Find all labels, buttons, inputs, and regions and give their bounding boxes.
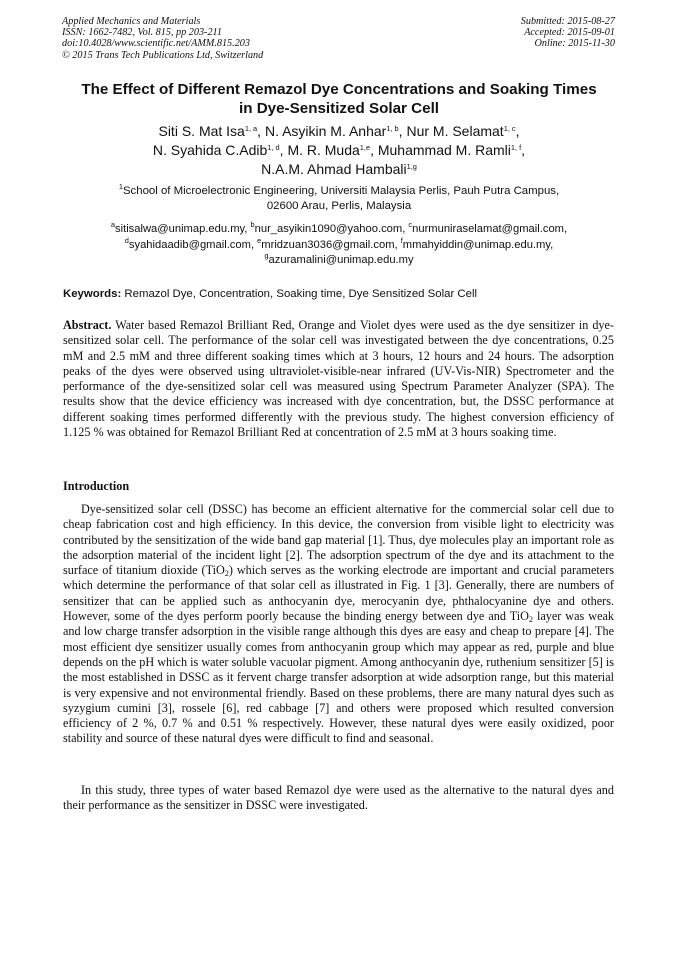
paper-title	[48, 80, 630, 118]
section-heading: Introduction	[63, 479, 130, 493]
keywords-text: Remazol Dye, Concentration, Soaking time, Dye Sensitized Solar Cell	[124, 288, 478, 300]
abstract-text: Water based Remazol Brilliant Red, Orange and Violet dyes were used as the dye sensitizer in dye-sensitized solar cell. The performance of the solar cell was investigated between the dye concentrations, 0.25 mM and 2.5 mM and three different soaking times which at 3 hours, 12 hours and 24 hours. The adsorption peaks of the dyes were observed using ultraviolet-visible-near infrared (UV-Vis-NIR) Spectrometer and the performance of the dye-sensitized solar cell was measured using Spectrum Parameter Analyzer (SPA). The results show that the device efficiency was increased with dye concentration, but, the DSSC performance at different soaking times performed differently with the previous study. The highest conversion efficiency of 1.125 % was obtained for Remazol Brilliant Red at concentration of 2.5 mM at 3 hours soaking time.	[63, 318, 614, 440]
email-separator: ,	[402, 223, 409, 235]
subscript: 2	[528, 615, 533, 625]
author-separator: ,	[521, 142, 526, 158]
email-address[interactable]: nurmuniraselamat@gmail.com	[412, 223, 564, 235]
author-list	[48, 122, 630, 179]
affiliation-line	[48, 184, 630, 199]
email-mark: a	[110, 220, 115, 229]
email-address[interactable]: syahidaadib@gmail.com	[128, 238, 251, 251]
email-line	[48, 253, 630, 269]
journal-copyright: © 2015 Trans Tech Publications Ltd, Switzerland	[62, 49, 264, 61]
online-date: Online: 2015-11-30	[534, 38, 615, 50]
introduction-paragraph	[63, 502, 614, 747]
email-address[interactable]: mridzuan3036@gmail.com	[261, 238, 395, 251]
paragraph-text: layer was weak and low charge transfer adsorption in the visible range although this dyes are easy and cheap to prepare [4]. The most efficient dye sensitizer usually comes from anthocyanin group which may appear as red, purple and blue depends on the pH which is water soluble vacuolar pigment. Among anthocyanin dye, ruthenium sensitizer [5] is the most established in DSSC as it fervent charge transfer adsorption at wide adsorption range, but this material is very expensive and not environmental friendly. Based on these problems, there are many natural dyes such as syzygium cumini [3], rossele [6], red cabbage [7] and others were proposed which resulted conversion efficiency of 2 %, 0.7 % and 0.51 % respectively. However, these natural dyes were easily oxidized, poor stability and source of these natural dyes were difficult to find and seasonal.	[63, 609, 614, 746]
journal-doi: doi:10.4028/www.scientific.net/AMM.815.203	[62, 38, 250, 50]
author-line	[48, 141, 630, 160]
author-name: N. Syahida C.Adib	[152, 142, 268, 158]
paragraph-text: ) which serves as the working electrode are important and crucial parameters which determine the performance of that solar cell as illustrated in Fig. 1 [3]. Generally, there are numbers of sensitizer that can be applied such as anthocyanin dye, merocyanin dye, phthalocyanine dye and others. However, some of the dyes perform poorly because the binding energy between dye and TiO	[63, 563, 614, 624]
email-separator: ,	[564, 223, 568, 235]
introduction-paragraph: In this study, three types of water based Remazol dye were used as the alternative to the natural dyes and their performance as the sensitizer in DSSC were investigated.	[63, 783, 614, 813]
author-separator: ,	[398, 123, 407, 139]
email-separator: ,	[244, 223, 251, 235]
affiliation-line: 02600 Arau, Perlis, Malaysia	[266, 200, 412, 213]
email-separator: ,	[394, 238, 401, 251]
email-mark: g	[264, 251, 269, 261]
author-line	[48, 160, 630, 179]
author-separator: ,	[257, 123, 265, 139]
author-separator: ,	[279, 142, 288, 158]
author-affiliation-mark: 1, a	[244, 124, 258, 133]
email-mark: f	[400, 235, 403, 245]
author-affiliation-mark: 1, c	[503, 124, 516, 133]
affiliation-text: School of Microelectronic Engineering, Universiti Malaysia Perlis, Pauh Putra Campus,	[122, 185, 560, 197]
email-mark: b	[250, 220, 255, 229]
keywords-label: Keywords:	[63, 288, 122, 300]
email-separator: ,	[250, 238, 258, 251]
author-affiliation-mark: 1,g	[406, 162, 417, 171]
author-affiliation-mark: 1, d	[267, 143, 280, 152]
email-address[interactable]: nur_asyikin1090@yahoo.com	[254, 223, 403, 235]
email-mark: c	[408, 220, 413, 229]
author-affiliation-mark: 1,e	[359, 143, 371, 152]
author-name: Siti S. Mat Isa	[158, 123, 245, 139]
abstract-label: Abstract.	[63, 318, 112, 332]
author-name: N.A.M. Ahmad Hambali	[261, 161, 407, 177]
submitted-date: Submitted: 2015-08-27	[520, 16, 615, 27]
author-affiliation-mark: 1, b	[386, 124, 399, 133]
subscript: 2	[224, 569, 229, 579]
email-separator: ,	[550, 238, 554, 251]
email-line	[48, 235, 630, 254]
abstract	[63, 318, 614, 440]
email-list	[48, 222, 630, 269]
journal-info	[62, 16, 263, 61]
keywords	[63, 287, 477, 301]
author-name: Nur M. Selamat	[406, 123, 504, 139]
author-separator: ,	[370, 142, 378, 158]
email-mark: e	[257, 235, 262, 245]
submission-dates	[521, 16, 615, 50]
email-mark: d	[124, 235, 129, 245]
email-address[interactable]: sitisalwa@unimap.edu.my	[115, 223, 245, 235]
author-name: Muhammad M. Ramli	[377, 142, 511, 158]
author-line	[48, 122, 630, 141]
affiliation-mark: 1	[118, 182, 123, 191]
title-line: in Dye-Sensitized Solar Cell	[238, 100, 440, 117]
affiliation	[48, 184, 630, 215]
accepted-date: Accepted: 2015-09-01	[524, 27, 615, 39]
journal-issn: ISSN: 1662-7482, Vol. 815, pp 203-211	[62, 27, 222, 39]
email-address[interactable]: mmahyiddin@unimap.edu.my	[402, 238, 551, 251]
title-line: The Effect of Different Remazol Dye Concentrations and Soaking Times	[81, 81, 597, 98]
author-name: M. R. Muda	[287, 142, 360, 158]
email-address[interactable]: azuramalini@unimap.edu.my	[268, 254, 414, 267]
journal-name: Applied Mechanics and Materials	[62, 16, 201, 27]
email-line	[48, 222, 630, 238]
author-separator: ,	[515, 123, 520, 139]
paragraph-text: Dye-sensitized solar cell (DSSC) has become an efficient alternative for the commercial solar cell due to cheap fabrication cost and high efficiency. In this device, the conversion from visible light to electricity was contributed by the sensitization of the wide band gap material [1]. Thus, dye molecules play an important role as the adsorption material of the incident light [2]. The adsorption spectrum of the dye and its attachment to the surface of titanium dioxide (TiO	[63, 502, 614, 578]
author-affiliation-mark: 1, f	[510, 143, 522, 152]
author-name: N. Asyikin M. Anhar	[264, 123, 387, 139]
